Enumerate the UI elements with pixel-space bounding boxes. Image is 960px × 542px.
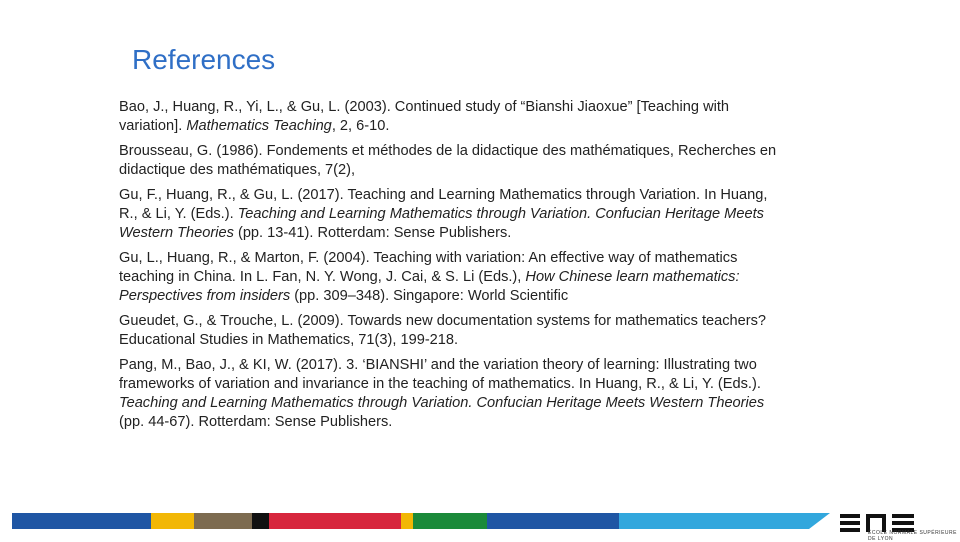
- reference-list: [119, 98, 789, 438]
- reference-item: Pang, M., Bao, J., & KI, W. (2017). 3. ‘BIANSHI’ and the variation theory of learning: Illustrating two frameworks of variation and invariance in the teaching of mathematics. In Huang, R., & Li, Y. (Eds.). Teaching and Learning Mathematics through Variation. Confucian Heritage Meets Western Theories (pp. 44-67). Rotterdam: Sense Publishers.: [119, 357, 765, 430]
- band-segment: [619, 513, 830, 529]
- band-segment: [413, 513, 487, 529]
- logo-subtext: ÉCOLE NORMALE SUPÉRIEURE DE LYON: [868, 530, 957, 542]
- band-segment: [12, 513, 151, 529]
- page-title: References: [132, 44, 276, 75]
- band-segment: [269, 513, 401, 529]
- reference-item: Bao, J., Huang, R., Yi, L., & Gu, L. (2003). Continued study of “Bianshi Jiaoxue” [Teaching with variation]. Mathematics Teaching, 2, 6-10.: [119, 99, 730, 134]
- reference-item: Gu, L., Huang, R., & Marton, F. (2004). Teaching with variation: An effective way of mathematics teaching in China. In L. Fan, N. Y. Wong, J. Cai, & S. Li (Eds.), How Chinese learn mathematics: Perspectives from insiders (pp. 309–348). Singapore: World Scientific: [119, 250, 740, 304]
- band-segment: [401, 513, 413, 529]
- footer-color-band: [12, 513, 830, 529]
- reference-item: Gu, F., Huang, R., & Gu, L. (2017). Teaching and Learning Mathematics through Variation. In Huang, R., & Li, Y. (Eds.). Teaching and Learning Mathematics through Variation. Confucian Heritage Meets Western Theories (pp. 13-41). Rotterdam: Sense Publishers.: [119, 187, 768, 241]
- band-segment: [252, 513, 269, 529]
- band-segment: [487, 513, 619, 529]
- band-segment: [151, 513, 194, 529]
- reference-item: Gueudet, G., & Trouche, L. (2009). Towards new documentation systems for mathematics teachers? Educational Studies in Mathematics, 71(3), 199-218.: [119, 313, 767, 348]
- reference-item: Brousseau, G. (1986). Fondements et méthodes de la didactique des mathématiques, Recherches en didactique des mathématiques, 7(2),: [119, 143, 777, 178]
- band-segment: [194, 513, 252, 529]
